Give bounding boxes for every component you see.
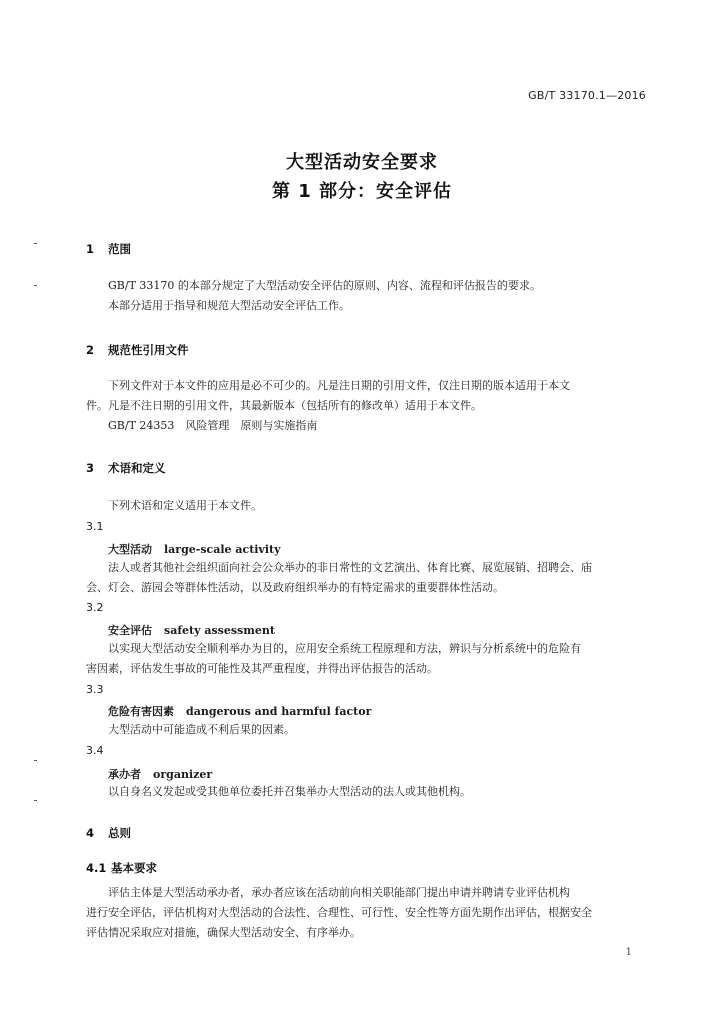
term-zh: 大型活动 xyxy=(108,543,152,556)
document-title: 大型活动安全要求 xyxy=(286,152,438,173)
term-definition xyxy=(86,639,650,679)
margin-mark xyxy=(34,243,37,244)
term-definition xyxy=(86,782,650,802)
paragraph-line: 下列文件对于本文件的应用是必不可少的。凡是注日期的引用文件，仅注日期的版本适用于本文 xyxy=(108,379,570,392)
term-entry xyxy=(108,766,212,782)
paragraph-line: 件。凡是不注日期的引用文件，其最新版本（包括所有的修改单）适用于本文件。 xyxy=(86,399,482,412)
subsection-number: 4.1 xyxy=(86,861,107,875)
section-number: 4 xyxy=(86,826,95,840)
section-heading-normative-references xyxy=(86,342,189,358)
section-references-body xyxy=(86,376,650,436)
subsection-heading-basic-requirements xyxy=(86,860,157,876)
section-scope-body xyxy=(86,276,650,316)
terms-intro xyxy=(86,496,650,516)
term-en: dangerous and harmful factor xyxy=(186,705,372,718)
section-title: 术语和定义 xyxy=(108,461,166,475)
definition-line: 大型活动中可能造成不利后果的因素。 xyxy=(108,723,295,736)
definition-line: 以实现大型活动安全顺利举办为目的，应用安全系统工程原理和方法，辨识与分析系统中的危险有 xyxy=(108,642,581,655)
term-en: safety assessment xyxy=(164,624,275,637)
paragraph: GB/T 33170 的本部分规定了大型活动安全评估的原则、内容、流程和评估报告的要求。 xyxy=(108,279,541,292)
paragraph-line: 评估主体是大型活动承办者，承办者应该在活动前向相关职能部门提出申请并聘请专业评估机构 xyxy=(108,886,570,899)
clause-number: 3.4 xyxy=(86,744,104,757)
section-heading-general xyxy=(86,825,131,841)
section-number: 2 xyxy=(86,343,95,357)
section-number: 3 xyxy=(86,461,95,475)
document-subtitle: 第 1 部分：安全评估 xyxy=(271,181,453,202)
section-heading-scope xyxy=(86,241,131,257)
definition-line: 以自身名义发起或受其他单位委托并召集举办大型活动的法人或其他机构。 xyxy=(108,785,471,798)
clause-number: 3.3 xyxy=(86,683,104,696)
margin-mark xyxy=(34,760,37,761)
term-zh: 危险有害因素 xyxy=(108,705,174,718)
clause-number: 3.1 xyxy=(86,520,104,533)
section-title: 范围 xyxy=(108,242,131,256)
definition-line: 害因素，评估发生事故的可能性及其严重程度，并得出评估报告的活动。 xyxy=(86,662,438,675)
basic-requirements-body xyxy=(86,883,650,943)
clause-number: 3.2 xyxy=(86,601,104,614)
subsection-title: 基本要求 xyxy=(111,861,157,875)
term-entry xyxy=(108,622,275,638)
reference-entry: GB/T 24353 风险管理 原则与实施指南 xyxy=(108,419,318,432)
section-number: 1 xyxy=(86,242,95,256)
term-definition xyxy=(86,558,650,598)
paragraph: 下列术语和定义适用于本文件。 xyxy=(108,499,262,512)
document-code: GB/T 33170.1—2016 xyxy=(528,89,646,102)
section-title: 规范性引用文件 xyxy=(108,343,189,357)
term-en: organizer xyxy=(153,768,213,781)
definition-line: 会、灯会、游园会等群体性活动，以及政府组织举办的有特定需求的重要群体性活动。 xyxy=(86,581,504,594)
margin-mark xyxy=(34,285,37,286)
term-zh: 承办者 xyxy=(108,768,141,781)
term-zh: 安全评估 xyxy=(108,624,152,637)
paragraph-line: 进行安全评估，评估机构对大型活动的合法性、合理性、可行性、安全性等方面先期作出评估，根据安全 xyxy=(86,906,592,919)
margin-mark xyxy=(34,800,37,801)
paragraph: 本部分适用于指导和规范大型活动安全评估工作。 xyxy=(108,299,350,312)
term-en: large-scale activity xyxy=(164,543,281,556)
term-definition xyxy=(86,720,650,740)
term-entry xyxy=(108,703,371,719)
term-entry xyxy=(108,541,281,557)
section-heading-terms xyxy=(86,460,166,476)
section-title: 总则 xyxy=(108,826,131,840)
page-number: 1 xyxy=(625,947,632,958)
definition-line: 法人或者其他社会组织面向社会公众举办的非日常性的文艺演出、体育比赛、展览展销、招聘会、庙 xyxy=(108,561,592,574)
paragraph-line: 评估情况采取应对措施，确保大型活动安全、有序举办。 xyxy=(86,926,361,939)
